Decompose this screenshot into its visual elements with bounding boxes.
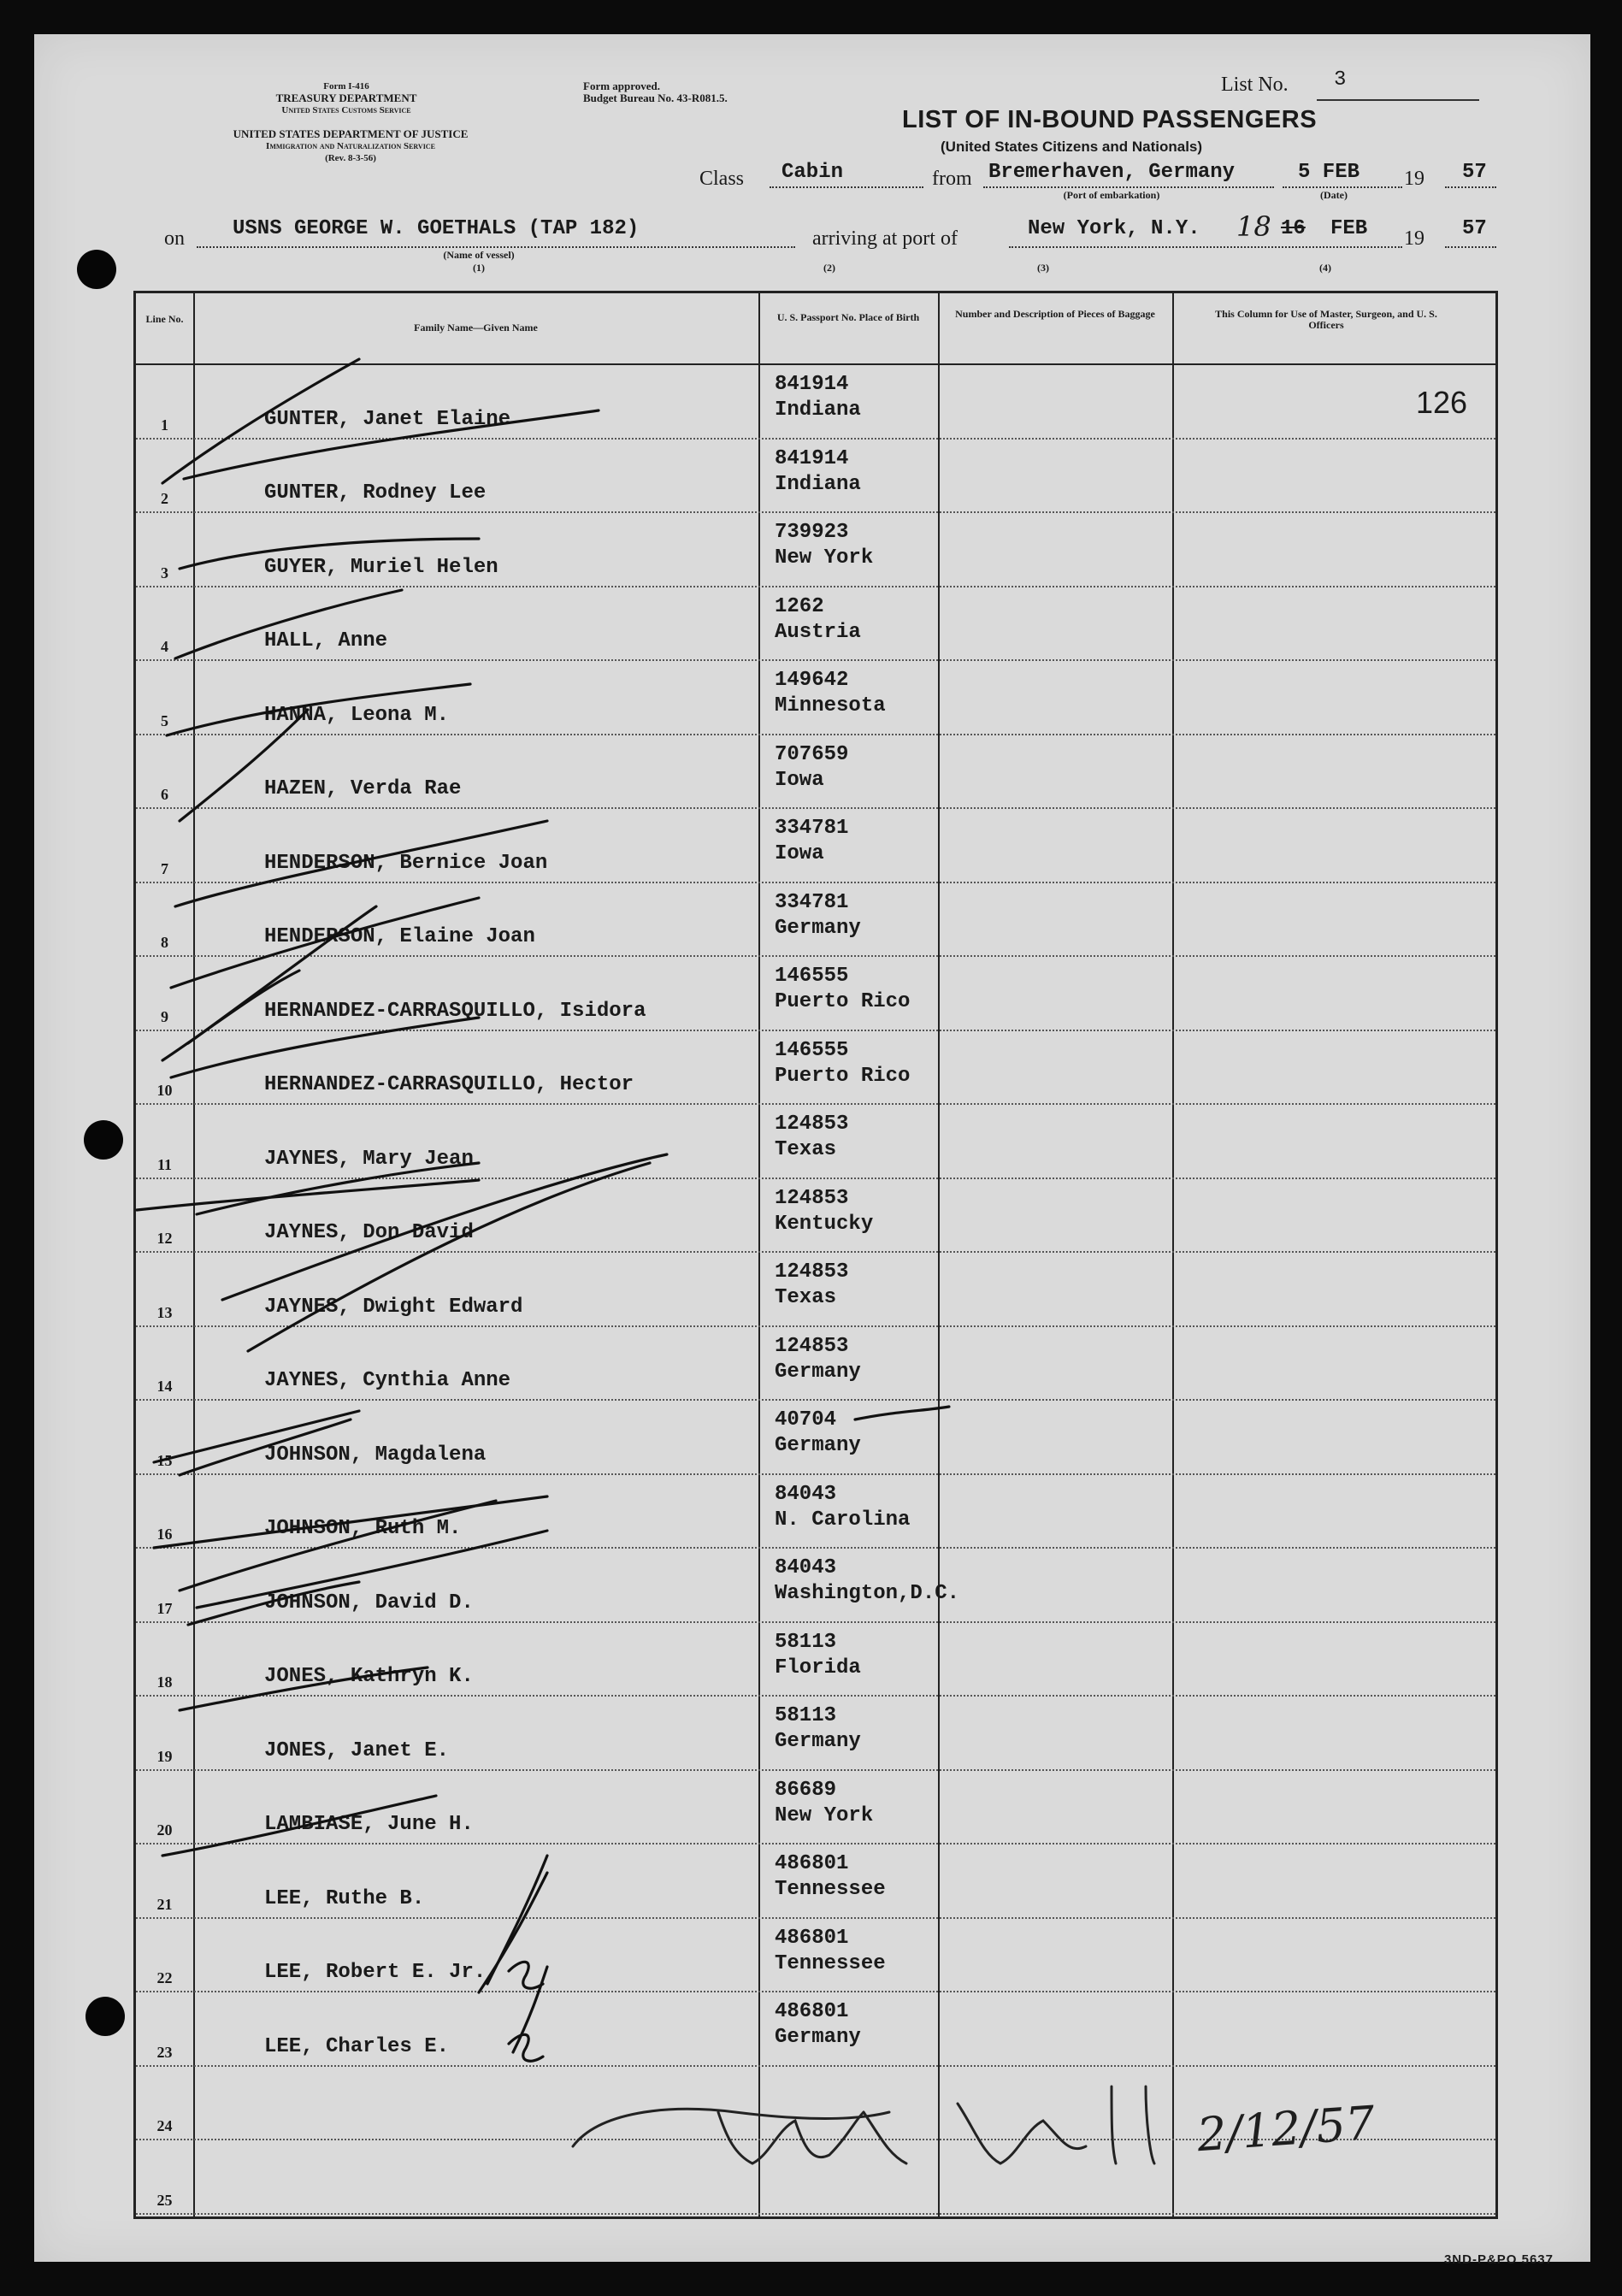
line-number: 5 xyxy=(161,711,168,729)
line-number: 16 xyxy=(156,1526,173,1543)
line-number: 14 xyxy=(156,1378,173,1395)
passport-cell xyxy=(775,446,861,498)
passport-cell xyxy=(775,520,873,571)
line-number: 21 xyxy=(156,1895,173,1913)
line-number: 15 xyxy=(156,1451,173,1469)
passport-cell xyxy=(775,816,848,867)
date-caption: (Date) xyxy=(1320,189,1348,201)
table-row xyxy=(136,661,1495,735)
passenger-name: LEE, Ruthe B. xyxy=(264,1886,425,1910)
place-of-birth: Iowa xyxy=(775,768,824,792)
passenger-name: JAYNES, Cynthia Anne xyxy=(264,1369,511,1392)
passport-number: 739923 xyxy=(775,521,849,544)
place-of-birth: N. Carolina xyxy=(775,1508,911,1532)
embark-date: 5 FEB xyxy=(1298,161,1360,184)
line-number: 1 xyxy=(161,416,168,434)
line-number: 8 xyxy=(161,934,168,951)
passport-cell xyxy=(775,1334,861,1385)
passenger-name: GUYER, Muriel Helen xyxy=(264,555,498,579)
passport-cell xyxy=(775,1186,873,1237)
table-row xyxy=(136,1771,1495,1845)
page-title: LIST OF IN-BOUND PASSENGERS xyxy=(902,106,1318,133)
table-row xyxy=(136,1401,1495,1475)
passport-number: 146555 xyxy=(775,965,849,988)
passenger-name: HENDERSON, Elaine Joan xyxy=(264,925,535,948)
passport-cell xyxy=(775,1112,848,1163)
revision: (Rev. 8-3-56) xyxy=(325,153,376,163)
ins-service: Immigration and Naturalization Service xyxy=(266,141,435,151)
punch-hole-middle xyxy=(84,1120,123,1160)
line-number: 22 xyxy=(156,1969,173,1986)
col-header-passport: U. S. Passport No. Place of Birth xyxy=(776,311,920,323)
customs-service: United States Customs Service xyxy=(281,105,411,115)
treasury-dept: TREASURY DEPARTMENT xyxy=(275,91,417,104)
passport-cell xyxy=(775,890,861,941)
on-label: on xyxy=(164,227,185,250)
col-header-name: Family Name—Given Name xyxy=(414,322,538,333)
line-number: 12 xyxy=(156,1230,173,1247)
form-agency-block xyxy=(222,80,470,116)
list-no-underline xyxy=(1317,99,1479,101)
passport-cell xyxy=(775,594,861,646)
table-row xyxy=(136,735,1495,810)
passenger-name: LAMBIASE, June H. xyxy=(264,1813,474,1836)
table-row xyxy=(136,365,1495,440)
place-of-birth: Iowa xyxy=(775,842,824,865)
passport-number: 486801 xyxy=(775,1852,849,1875)
passenger-name: HAZEN, Verda Rae xyxy=(264,777,462,800)
from-value: Bremerhaven, Germany xyxy=(988,161,1236,184)
passenger-name: LEE, Charles E. xyxy=(264,2034,450,2058)
place-of-birth: Kentucky xyxy=(775,1212,874,1236)
passenger-name: JOHNSON, David D. xyxy=(264,1591,474,1614)
officer-note: 126 xyxy=(1416,385,1468,420)
passenger-name: JAYNES, Don David xyxy=(264,1221,474,1244)
from-underline xyxy=(983,186,1274,188)
passport-cell xyxy=(775,1630,861,1681)
arrival-underline xyxy=(1009,246,1402,248)
line-number: 10 xyxy=(156,1082,173,1099)
table-row xyxy=(136,1475,1495,1549)
passport-number: 486801 xyxy=(775,1926,849,1950)
table-row xyxy=(136,1844,1495,1919)
place-of-birth: New York xyxy=(775,1803,874,1827)
arrival-year: 57 xyxy=(1462,217,1487,240)
passport-number: 486801 xyxy=(775,2000,849,2023)
line-number: 2 xyxy=(161,490,168,507)
vessel-name: USNS GEORGE W. GOETHALS (TAP 182) xyxy=(233,217,640,240)
arrival-year-prefix: 19 xyxy=(1404,227,1424,250)
line-number: 11 xyxy=(156,1155,172,1173)
passport-number: 841914 xyxy=(775,446,849,470)
passport-cell xyxy=(775,1926,886,1977)
passenger-name: GUNTER, Janet Elaine xyxy=(264,407,511,431)
date-underline xyxy=(1283,186,1402,188)
passport-number: 86689 xyxy=(775,1778,837,1802)
place-of-birth: Germany xyxy=(775,1360,861,1384)
embark-caption: (Port of embarkation) xyxy=(1063,189,1160,201)
passport-number: 334781 xyxy=(775,817,849,840)
line-number: 18 xyxy=(156,1673,173,1691)
passport-number: 58113 xyxy=(775,1704,837,1727)
passport-cell xyxy=(775,1703,861,1755)
from-label: from xyxy=(932,168,972,190)
justice-dept: UNITED STATES DEPARTMENT OF JUSTICE xyxy=(233,127,469,140)
passport-number: 124853 xyxy=(775,1113,849,1136)
place-of-birth: Indiana xyxy=(775,472,861,496)
arrival-year-underline xyxy=(1445,246,1496,248)
passenger-name: JAYNES, Dwight Edward xyxy=(264,1295,523,1319)
line-number: 17 xyxy=(156,1599,173,1617)
passenger-name: JOHNSON, Magdalena xyxy=(264,1443,487,1467)
class-underline xyxy=(770,186,923,188)
vessel-caption-num: (1) xyxy=(473,262,485,274)
table-row xyxy=(136,957,1495,1031)
passenger-name: GUNTER, Rodney Lee xyxy=(264,481,487,505)
form-approved: Form approved. xyxy=(583,80,661,92)
place-of-birth: New York xyxy=(775,546,874,570)
table-row xyxy=(136,1697,1495,1771)
vessel-caption: (Name of vessel) xyxy=(443,249,515,261)
passport-number: 707659 xyxy=(775,742,849,766)
table-row xyxy=(136,1623,1495,1697)
passport-number: 149642 xyxy=(775,669,849,692)
arrival-day-struck: 16 xyxy=(1281,217,1306,240)
passport-cell xyxy=(775,1260,848,1311)
place-of-birth: Indiana xyxy=(775,398,861,422)
passport-number: 124853 xyxy=(775,1186,849,1210)
class-label: Class xyxy=(699,168,745,190)
table-row xyxy=(136,1105,1495,1179)
table-row xyxy=(136,1179,1495,1254)
passport-number: 124853 xyxy=(775,1334,849,1358)
line-number: 3 xyxy=(161,564,168,581)
class-value: Cabin xyxy=(782,161,844,184)
line-number: 4 xyxy=(161,638,168,655)
table-row xyxy=(136,1031,1495,1106)
caption-2: (2) xyxy=(823,262,835,274)
line-number: 24 xyxy=(156,2117,173,2134)
place-of-birth: Germany xyxy=(775,1730,861,1753)
col-header-line: Line No. xyxy=(145,313,184,325)
table-row xyxy=(136,587,1495,662)
line-number: 23 xyxy=(156,2043,173,2061)
passenger-name: HERNANDEZ-CARRASQUILLO, Isidora xyxy=(264,999,646,1023)
passport-cell xyxy=(775,1999,861,2051)
passenger-name: HALL, Anne xyxy=(264,629,388,652)
embark-year: 57 xyxy=(1462,161,1487,184)
passport-cell xyxy=(775,1038,910,1089)
place-of-birth: Germany xyxy=(775,2026,861,2049)
passenger-name: HANNA, Leona M. xyxy=(264,703,450,727)
passport-cell xyxy=(775,742,848,794)
place-of-birth: Puerto Rico xyxy=(775,990,911,1013)
passenger-name: JONES, Janet E. xyxy=(264,1738,450,1762)
punch-hole-top xyxy=(77,250,116,289)
passport-number: 40704 xyxy=(775,1408,837,1431)
line-number: 9 xyxy=(161,1007,168,1025)
passenger-name: LEE, Robert E. Jr. xyxy=(264,1961,487,1984)
passenger-name: JONES, Kathryn K. xyxy=(264,1665,474,1688)
passport-cell xyxy=(775,1408,861,1459)
passenger-name: HENDERSON, Bernice Joan xyxy=(264,851,548,875)
vessel-underline xyxy=(197,246,795,248)
passport-number: 58113 xyxy=(775,1630,837,1654)
page-subtitle: (United States Citizens and Nationals) xyxy=(941,139,1203,155)
budget-block xyxy=(583,80,823,104)
passport-number: 146555 xyxy=(775,1038,849,1062)
passenger-name: JAYNES, Mary Jean xyxy=(264,1147,474,1171)
passport-cell xyxy=(775,1482,910,1533)
place-of-birth: Germany xyxy=(775,916,861,940)
passport-cell xyxy=(775,1778,873,1829)
passenger-name: JOHNSON, Ruth M. xyxy=(264,1517,462,1540)
row-rule xyxy=(136,2213,1495,2215)
passport-number: 84043 xyxy=(775,1556,837,1579)
passport-number: 841914 xyxy=(775,373,849,396)
place-of-birth: Florida xyxy=(775,1656,861,1679)
arrival-day-handwritten: 18 xyxy=(1236,210,1271,243)
line-number: 20 xyxy=(156,1821,173,1839)
line-number: 6 xyxy=(161,786,168,803)
arrival-port: New York, N.Y. xyxy=(1028,217,1200,240)
punch-hole-bottom xyxy=(86,1997,125,2036)
budget-bureau: Budget Bureau No. 43-R081.5. xyxy=(583,91,728,104)
line-number: 25 xyxy=(156,2191,173,2209)
table-row xyxy=(136,809,1495,883)
table-row xyxy=(136,1919,1495,1993)
passenger-name: HERNANDEZ-CARRASQUILLO, Hector xyxy=(264,1073,634,1096)
line-number: 19 xyxy=(156,1747,173,1765)
table-row xyxy=(136,1327,1495,1402)
place-of-birth: Tennessee xyxy=(775,1878,886,1901)
place-of-birth: Texas xyxy=(775,1286,837,1309)
place-of-birth: Austria xyxy=(775,620,861,644)
table-row xyxy=(136,1253,1495,1327)
form-number: Form I-416 xyxy=(323,81,369,91)
table-row xyxy=(136,440,1495,514)
list-no-label: List No. xyxy=(1221,74,1289,96)
passport-cell xyxy=(775,372,861,423)
passport-cell xyxy=(775,964,910,1015)
list-no-value: 3 xyxy=(1334,68,1347,91)
caption-3: (3) xyxy=(1037,262,1049,274)
handwritten-date: 2/12/57 xyxy=(1195,2095,1377,2163)
table-row xyxy=(136,883,1495,958)
passport-number: 334781 xyxy=(775,890,849,914)
place-of-birth: Washington,D.C. xyxy=(775,1582,960,1605)
col-header-baggage: Number and Description of Pieces of Baggage xyxy=(955,308,1155,320)
place-of-birth: Tennessee xyxy=(775,1951,886,1975)
passport-number: 1262 xyxy=(775,594,824,618)
table-row xyxy=(136,1549,1495,1623)
arrival-month: FEB xyxy=(1330,217,1368,240)
passport-number: 124853 xyxy=(775,1260,849,1284)
line-number: 13 xyxy=(156,1303,173,1321)
footer-code: 3ND-P&PO 5637 xyxy=(1443,2252,1554,2267)
passport-number: 84043 xyxy=(775,1482,837,1506)
caption-4: (4) xyxy=(1319,262,1331,274)
passport-cell xyxy=(775,1555,959,1607)
passport-cell xyxy=(775,668,886,719)
place-of-birth: Texas xyxy=(775,1138,837,1161)
place-of-birth: Puerto Rico xyxy=(775,1064,911,1088)
place-of-birth: Germany xyxy=(775,1434,861,1457)
arriving-label: arriving at port of xyxy=(812,227,958,250)
col-header-officers: This Column for Use of Master, Surgeon, and U. S. Officers xyxy=(1215,308,1437,331)
year-underline xyxy=(1445,186,1496,188)
place-of-birth: Minnesota xyxy=(775,694,886,717)
line-number: 7 xyxy=(161,859,168,877)
passenger-table xyxy=(133,291,1498,2219)
year-prefix: 19 xyxy=(1404,168,1424,190)
table-row xyxy=(136,513,1495,587)
justice-block xyxy=(154,128,547,164)
table-row xyxy=(136,1992,1495,2067)
passport-cell xyxy=(775,1851,886,1903)
